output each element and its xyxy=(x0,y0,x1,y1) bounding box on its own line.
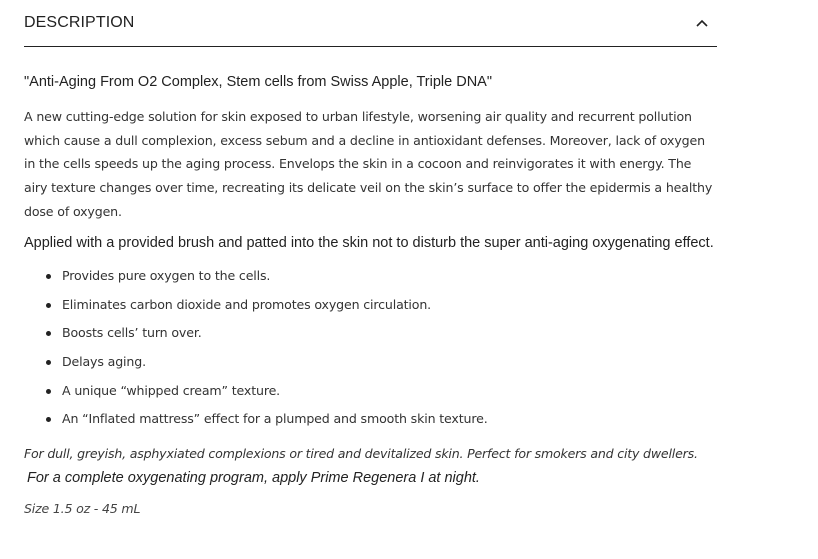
list-item xyxy=(62,377,717,406)
list-item xyxy=(62,405,717,434)
application-instructions: Applied with a provided brush and patted into the skin not to disturb the super anti-aging oxygenating effect. xyxy=(24,234,714,251)
product-tagline: "Anti-Aging From O2 Complex, Stem cells from Swiss Apple, Triple DNA" xyxy=(24,74,492,90)
target-skin-note: For dull, greyish, asphyxiated complexions or tired and devitalized skin. Perfect for smokers and city dwellers. xyxy=(24,445,698,461)
benefit-text: Delays aging. xyxy=(62,354,146,369)
accordion-title: DESCRIPTION xyxy=(24,14,135,31)
program-note: For a complete oxygenating program, apply Prime Regenera I at night. xyxy=(27,469,480,486)
benefit-text: Boosts cells’ turn over. xyxy=(62,325,202,341)
bullet-icon xyxy=(46,360,51,365)
list-item xyxy=(62,348,717,377)
benefit-text: Provides pure oxygen to the cells. xyxy=(62,268,271,284)
benefits-list xyxy=(24,262,717,434)
description-panel xyxy=(24,0,717,519)
bullet-icon xyxy=(46,274,51,279)
list-item xyxy=(62,291,717,320)
description-accordion-header[interactable] xyxy=(24,0,717,47)
list-item xyxy=(62,262,717,291)
bullet-icon xyxy=(46,389,51,394)
benefit-text: A unique “whipped cream” texture. xyxy=(62,382,281,398)
list-item xyxy=(62,319,717,348)
benefit-text: An “Inflated mattress” effect for a plumped and smooth skin texture. xyxy=(62,411,488,427)
bullet-icon xyxy=(46,303,51,308)
chevron-up-icon[interactable] xyxy=(695,16,709,30)
benefit-text: Eliminates carbon dioxide and promotes oxygen circulation. xyxy=(62,296,432,312)
bullet-icon xyxy=(46,331,51,336)
bullet-icon xyxy=(46,417,51,422)
product-size: Size 1.5 oz - 45 mL xyxy=(24,500,141,516)
product-intro: A new cutting-edge solution for skin exposed to urban lifestyle, worsening air quality and recurrent pollution which cause a dull complexion, excess sebum and a decline in antioxidant defenses. Moreover, lack of oxygen in the cells speeds up the aging process. Envelops the skin in a cocoon and reinvigorates it with energy. The airy texture changes over time, recreating its delicate veil on the skin’s surface to offer the epidermis a healthy dose of oxygen. xyxy=(24,109,713,219)
description-content xyxy=(24,47,717,519)
